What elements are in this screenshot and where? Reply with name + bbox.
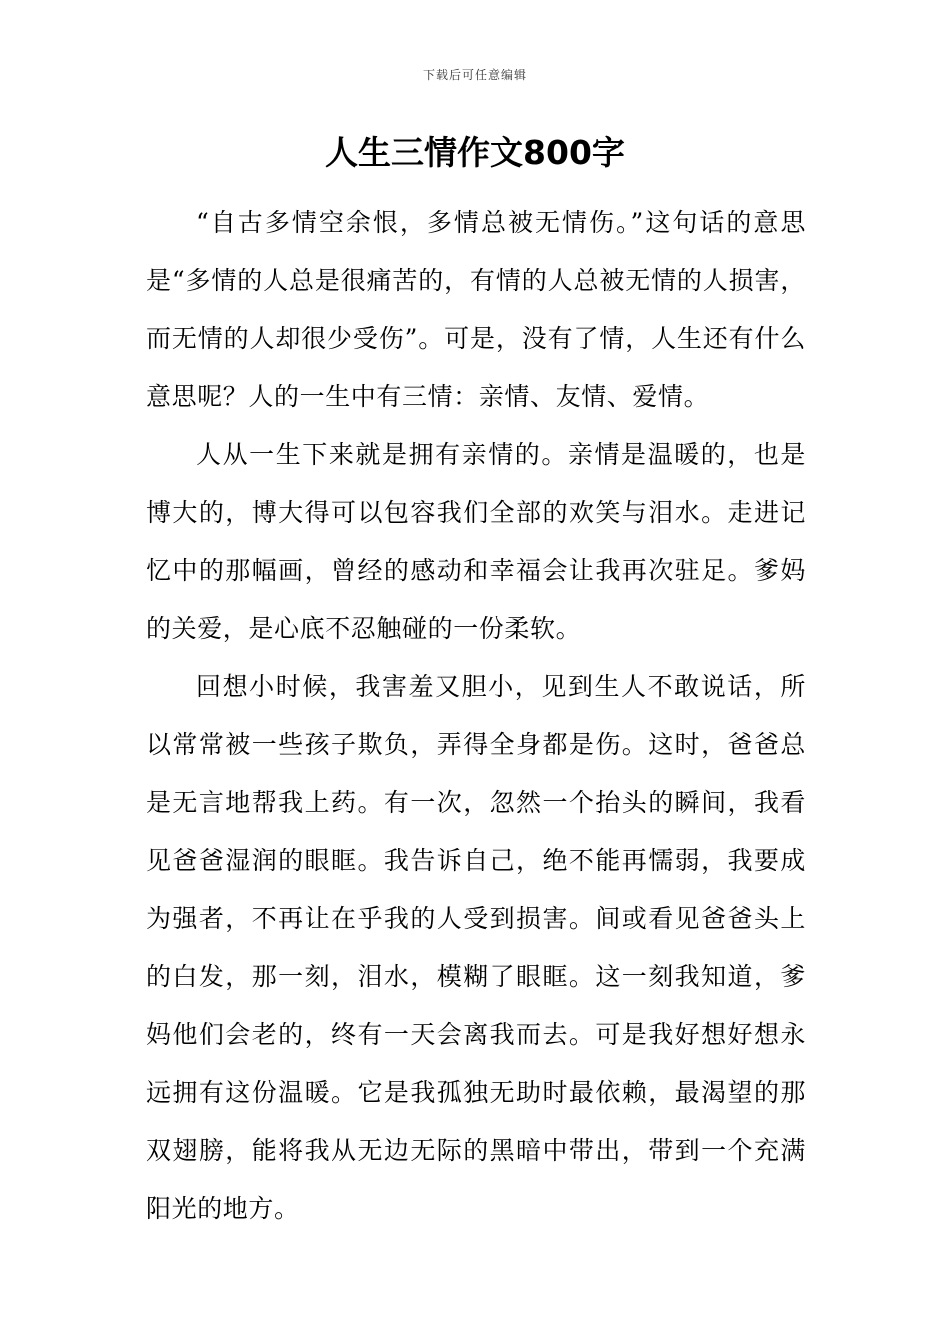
paragraph: “自古多情空余恨，多情总被无情伤。”这句话的意思是“多情的人总是很痛苦的，有情的人总被无情的人损害，而无情的人却很少受伤”。可是，没有了情，人生还有什么意思呢？人的一生中有三情：亲情、友情、爱情。 [146,208,806,411]
paragraph: 回想小时候，我害羞又胆小，见到生人不敢说话，所以常常被一些孩子欺负，弄得全身都是伤。这时，爸爸总是无言地帮我上药。有一次，忽然一个抬头的瞬间，我看见爸爸湿润的眼眶。我告诉自己，绝不能再懦弱，我要成为强者，不再让在乎我的人受到损害。间或看见爸爸头上的白发，那一刻，泪水，模糊了眼眶。这一刻我知道，爹妈他们会老的，终有一天会离我而去。可是我好想好想永远拥有这份温暖。它是我孤独无助时最依赖，最渴望的那双翅膀，能将我从无边无际的黑暗中带出，带到一个充满阳光的地方。 [146,672,806,1223]
page-title: 人生三情作文800字 [325,133,625,172]
paragraph: 人从一生下来就是拥有亲情的。亲情是温暖的，也是博大的，博大得可以包容我们全部的欢笑与泪水。走进记忆中的那幅画，曾经的感动和幸福会让我再次驻足。爹妈的关爱，是心底不忍触碰的一份柔软。 [146,440,806,643]
header-note: 下载后可任意编辑 [422,68,527,82]
essay-body [146,194,806,1238]
